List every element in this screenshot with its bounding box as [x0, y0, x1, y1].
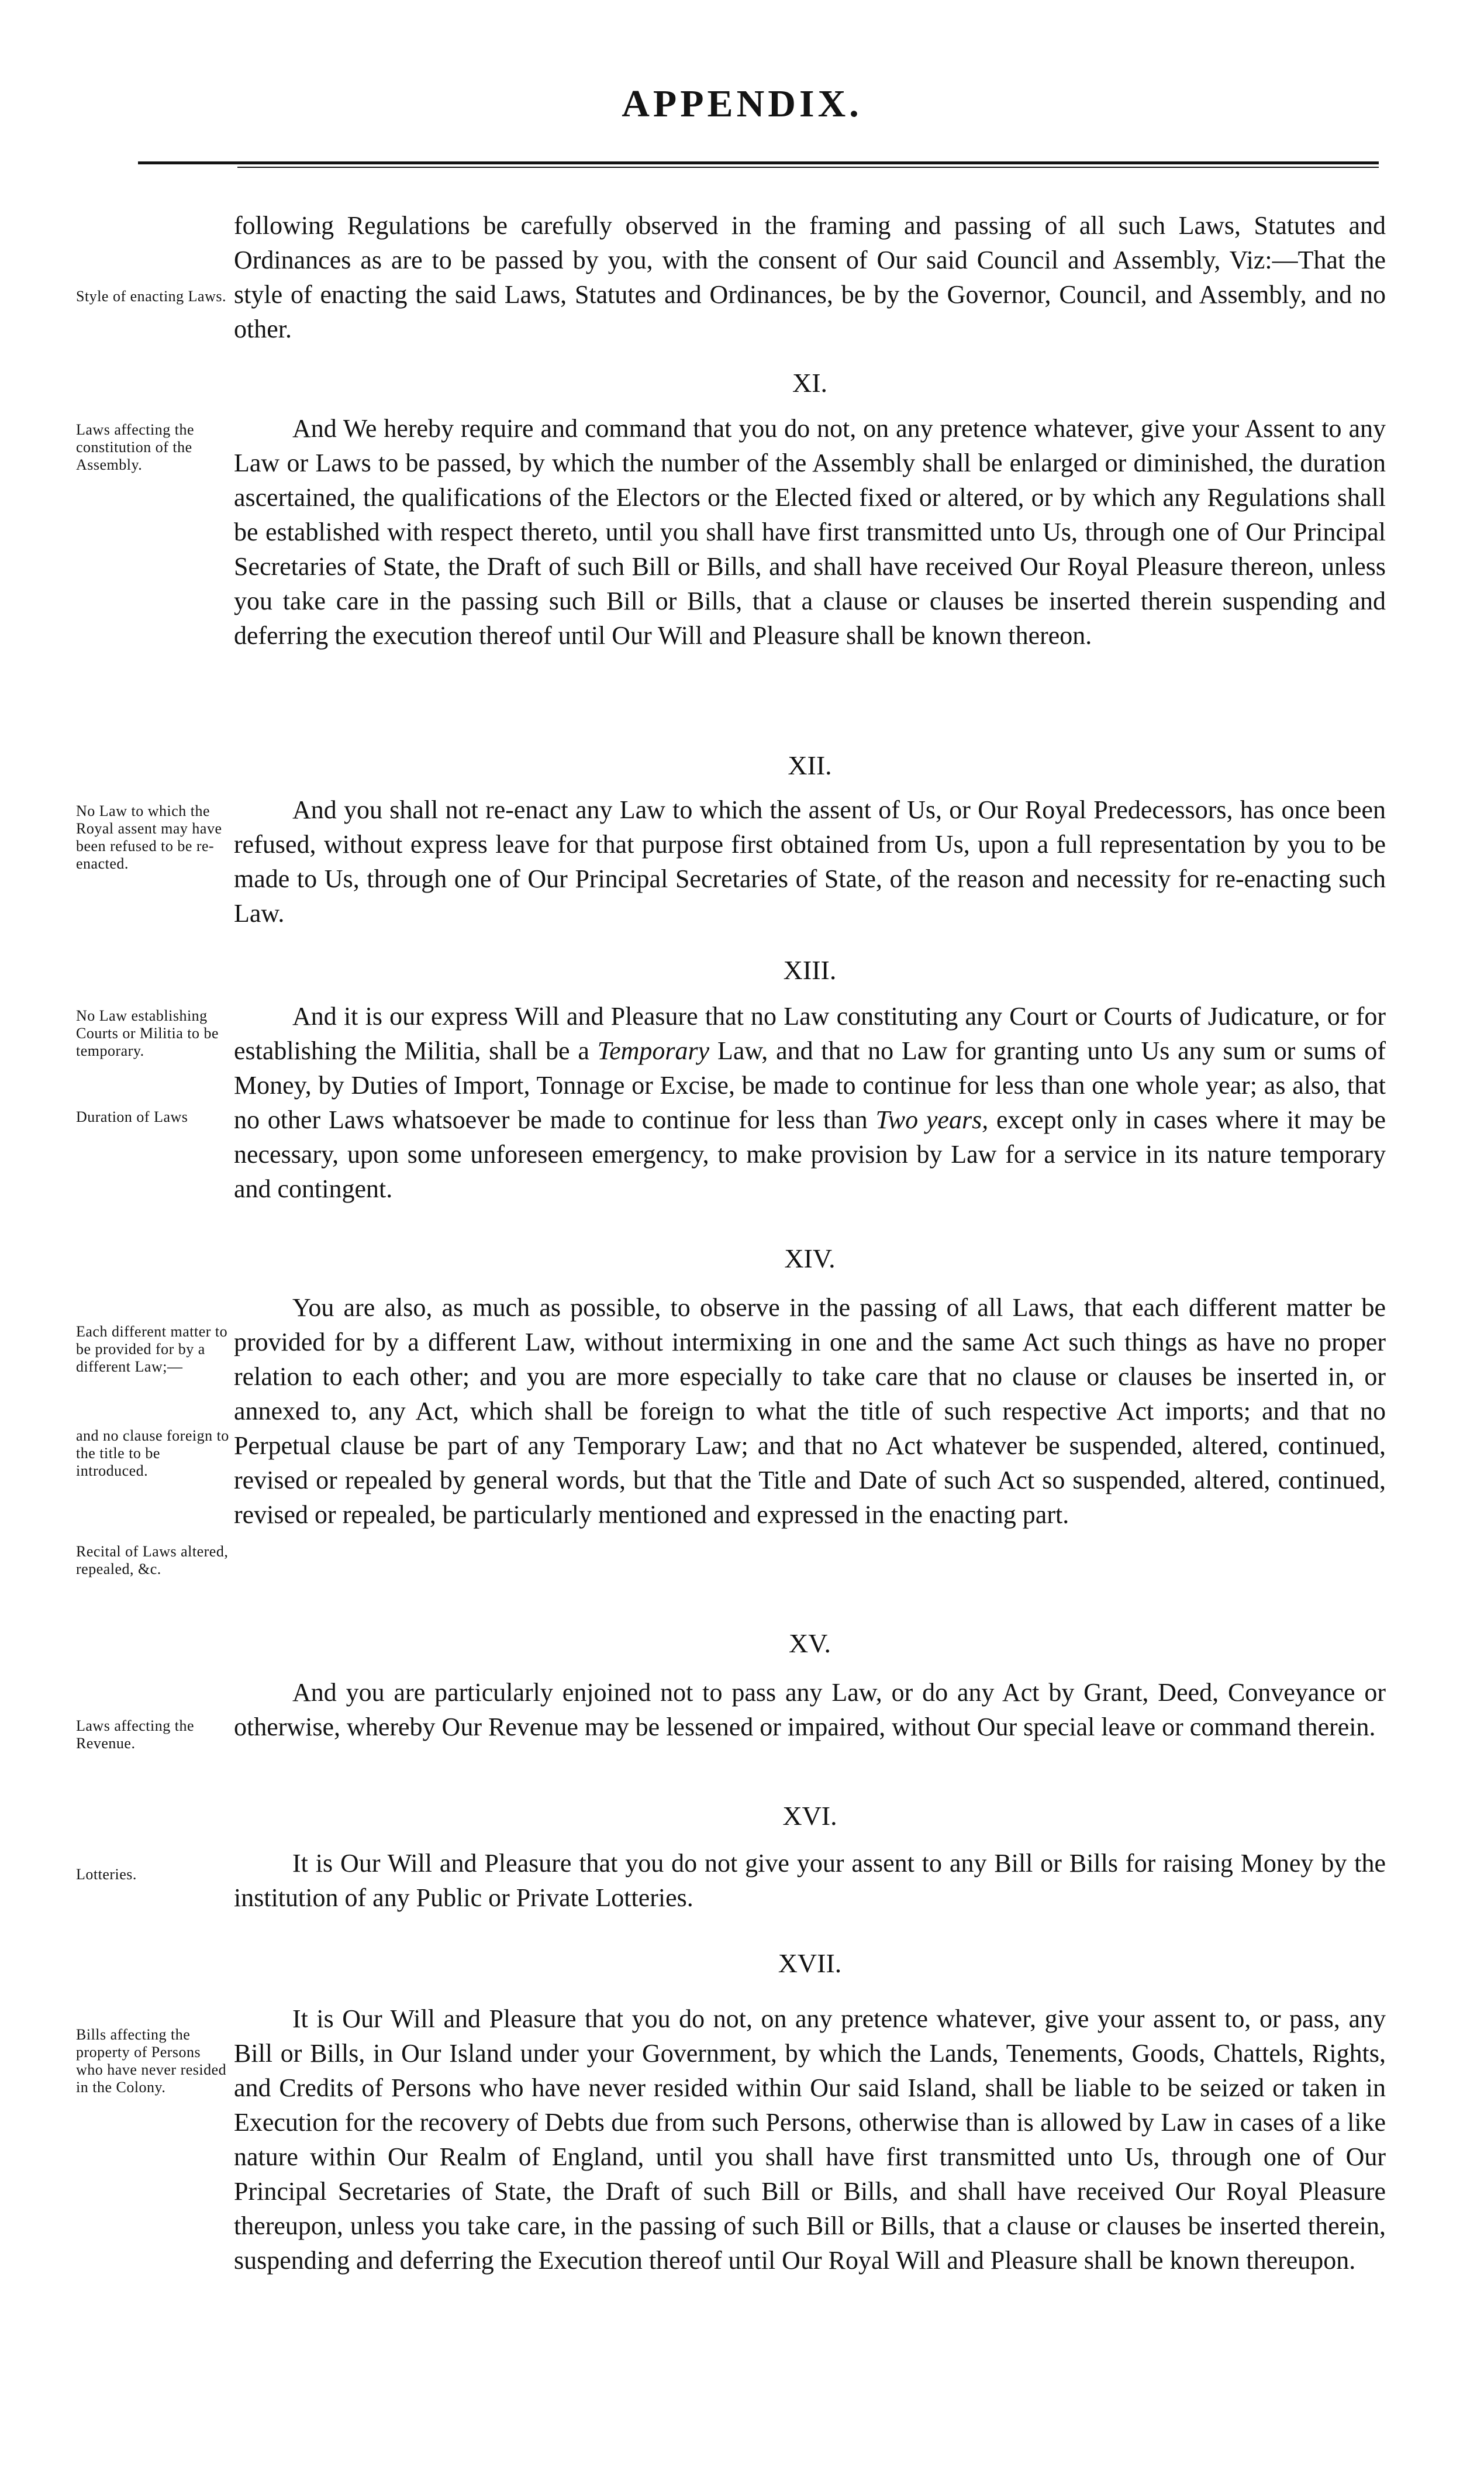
margin-note-foreign-clause: and no clause foreign to the title to be introduced.: [76, 1427, 229, 1479]
section-xiii-emphasis-two-years: Two years,: [875, 1105, 989, 1134]
margin-note-different-law: Each different matter to be provided for by a different Law;—: [76, 1323, 228, 1375]
margin-note-duration: Duration of Laws: [76, 1108, 188, 1125]
margin-note-recital: Recital of Laws altered, repealed, &c.: [76, 1543, 229, 1577]
section-heading-xii: XII.: [788, 750, 832, 780]
section-xiv-text: You are also, as much as possible, to observe in the passing of all Laws, that each different matter be provided for by a different Law, without intermixing in one and the same Act such things as have no proper relation to each other; and you are more especially to take care that no clause or clauses be inserted in, or annexed to, any Act, which shall be foreign to what the title of such respective Act imports; and that no Perpetual clause be part of any Temporary Law; and that no Act whatever be suspended, altered, continued, revised or repealed by general words, but that the Title and Date of such Act so suspended, altered, continued, revised or repealed, be particularly mentioned and expressed in the enacting part.: [234, 1293, 1386, 1529]
section-heading-xiii: [234, 955, 1386, 986]
section-heading-xiii-text: XIII.: [783, 955, 837, 985]
section-xvi-text: It is Our Will and Pleasure that you do not give your assent to any Bill or Bills for raising Money by the institution of any Public or Private Lotteries.: [234, 1849, 1386, 1912]
margin-note-assembly: Laws affecting the constitution of the Assembly.: [76, 421, 194, 473]
margin-note-lotteries: Lotteries.: [76, 1866, 137, 1883]
margin-note-style-of-enacting: Style of enacting Laws.: [76, 288, 226, 305]
section-heading-xv: XV.: [788, 1628, 831, 1658]
page-title: APPENDIX.: [622, 82, 862, 125]
section-xiii-text-b: Law, and that no Law for granting unto Us any sum or sums of Money, by Duties of Import, Tonnage or Excise, be made to continue for less than one whole year; as also, that no other Laws whatsoever be made to continue for less than: [234, 1036, 1386, 1134]
margin-note-courts-militia: No Law establishing Courts or Militia to be temporary.: [76, 1007, 219, 1059]
section-xiii-text: [234, 999, 1386, 1206]
section-xvii-text: It is Our Will and Pleasure that you do not, on any pretence whatever, give your assent to, or pass, any Bill or Bills, in Our Island under your Government, by which the Lands, Tenements, Goods, Chattels, Rights, and Credits of Persons who have never resided within Our said Island, shall be liable to be seized or taken in Execution for the recovery of Debts due from such Persons, otherwise than is allowed by Law in cases of a like nature within Our Realm of England, until you shall have first transmitted unto Us, through one of Our Principal Secretaries of State, the Draft of such Bill or Bills, and shall have received Our Royal Pleasure thereupon, unless you take care, in the passing of such Bill or Bills, that a clause or clauses be inserted therein, suspending and deferring the Execution thereof until Our Royal Will and Pleasure shall be known thereupon.: [234, 2004, 1386, 2275]
header-rule: [138, 161, 1379, 164]
section-heading-xiv: XIV.: [784, 1243, 836, 1273]
intro-paragraph: following Regulations be carefully observed in the framing and passing of all such Laws, Statutes and Ordinances as are to be passed by you, with the consent of Our said Council and Assembly, Viz:—That the style of enacting the said Laws, Statutes and Ordinances, be by the Governor, Council, and Assembly, and no other.: [234, 211, 1386, 343]
section-xv-text: And you are particularly enjoined not to pass any Law, or do any Act by Grant, Deed, Conveyance or otherwise, whereby Our Revenue may be lessened or impaired, without Our special leave or command therein.: [234, 1678, 1386, 1741]
section-xi-text: And We hereby require and command that you do not, on any pretence whatever, give your Assent to any Law or Laws to be passed, by which the number of the Assembly shall be enlarged or diminished, the duration ascertained, the qualifications of the Electors or the Elected fixed or altered, or by which any Regulations shall be established with respect thereto, until you shall have first transmitted unto Us, through one of Our Principal Secretaries of State, the Draft of such Bill or Bills, and shall have received Our Royal Pleasure thereon, unless you take care in the passing such Bill or Bills, that a clause or clauses be inserted therein suspending and deferring the execution thereof until Our Will and Pleasure shall be known thereon.: [234, 414, 1386, 650]
section-heading-xvi: XVI.: [782, 1801, 837, 1831]
margin-note-revenue: Laws affecting the Revenue.: [76, 1717, 194, 1752]
margin-note-re-enacted: No Law to which the Royal assent may have been refused to be re-enacted.: [76, 802, 222, 872]
section-xiii-emphasis-temporary: Temporary: [597, 1036, 710, 1065]
section-xii-text: And you shall not re-enact any Law to which the assent of Us, or Our Royal Predecessors, has once been refused, without express leave for that purpose first obtained from Us, upon a full representation by you to be made to Us, through one of Our Principal Secretaries of State, of the reason and necessity for re-enacting such Law.: [234, 795, 1386, 928]
section-xiii-text-c: except only in cases where it may be necessary, upon some unforeseen emergency, to make provision by Law for a service in its nature temporary and contingent.: [234, 1105, 1386, 1203]
section-xiii-text-a: And it is our express Will and Pleasure that no Law constituting any Court or Courts of Judicature, or for establishing the Militia, shall be a: [234, 1002, 1386, 1065]
section-heading-xi: XI.: [792, 368, 828, 398]
section-heading-xvii: XVII.: [778, 1948, 842, 1978]
margin-note-non-resident-property: Bills affecting the property of Persons who have never resided in the Colony.: [76, 2026, 227, 2096]
